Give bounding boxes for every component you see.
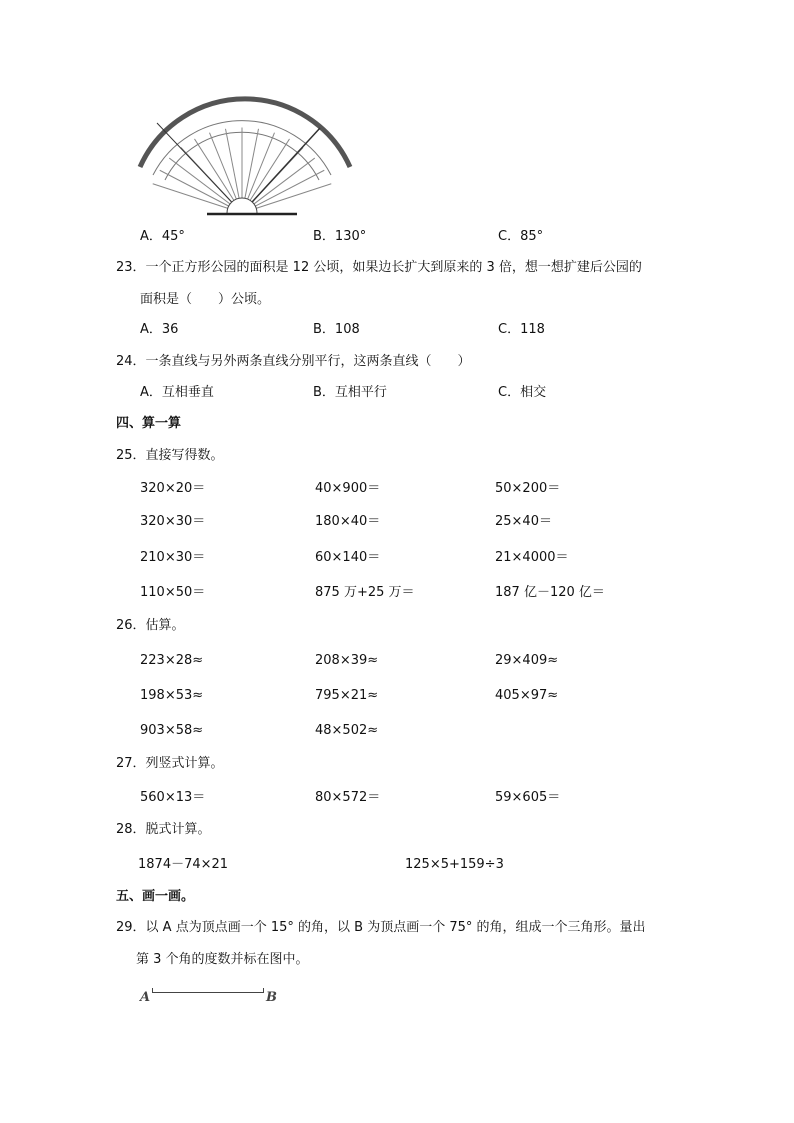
calc-item: 59×605＝	[495, 790, 561, 805]
calc-item: 40×900＝	[315, 481, 381, 496]
calc-item: 25×40＝	[495, 514, 552, 529]
question-28: 28．脱式计算。	[116, 822, 211, 837]
question-25: 25．直接写得数。	[116, 448, 224, 463]
calc-item: 210×30＝	[140, 550, 206, 565]
calc-item: 223×28≈	[140, 653, 204, 668]
calc-item: 405×97≈	[495, 688, 559, 703]
calc-item: 320×20＝	[140, 481, 206, 496]
question-27: 27．列竖式计算。	[116, 756, 224, 771]
calc-item: 795×21≈	[315, 688, 379, 703]
option-a: A．36	[140, 322, 179, 337]
calc-item: 60×140＝	[315, 550, 381, 565]
calc-item: 198×53≈	[140, 688, 204, 703]
option-b: B．互相平行	[313, 385, 387, 400]
option-b: B．130°	[313, 229, 367, 244]
calc-item: 208×39≈	[315, 653, 379, 668]
section-heading: 五、画一画。	[116, 889, 195, 904]
calc-item: 110×50＝	[140, 585, 206, 600]
option-c: C．85°	[498, 229, 544, 244]
calc-item: 21×4000＝	[495, 550, 569, 565]
question-29-cont: 第 3 个角的度数并标在图中。	[136, 952, 309, 967]
question-23-cont: 面积是（ ）公顷。	[140, 292, 271, 307]
calc-item: 903×58≈	[140, 723, 204, 738]
option-c: C．相交	[498, 385, 547, 400]
calc-item: 50×200＝	[495, 481, 561, 496]
option-c: C．118	[498, 322, 545, 337]
calc-item: 125×5+159÷3	[405, 857, 504, 872]
calc-item: 29×409≈	[495, 653, 559, 668]
option-b: B．108	[313, 322, 360, 337]
point-a-label: A	[140, 990, 151, 1005]
calc-item: 1874－74×21	[138, 857, 229, 872]
calc-item: 180×40＝	[315, 514, 381, 529]
calc-item: 187 亿－120 亿＝	[495, 585, 605, 600]
option-a: A．45°	[140, 229, 185, 244]
question-24: 24．一条直线与另外两条直线分别平行，这两条直线（ ）	[116, 354, 471, 369]
option-a: A．互相垂直	[140, 385, 214, 400]
question-23: 23．一个正方形公园的面积是 12 公顷，如果边长扩大到原来的 3 倍，想一想扩建后公园的	[116, 260, 642, 275]
calc-item: 80×572＝	[315, 790, 381, 805]
calc-item: 875 万+25 万＝	[315, 585, 415, 600]
calc-item: 48×502≈	[315, 723, 379, 738]
point-b-label: B	[266, 990, 277, 1005]
calc-item: 320×30＝	[140, 514, 206, 529]
protractor-figure	[135, 95, 365, 225]
calc-item: 560×13＝	[140, 790, 206, 805]
segment-ab	[152, 988, 264, 993]
question-26: 26．估算。	[116, 618, 185, 633]
question-29: 29．以 A 点为顶点画一个 15° 的角，以 B 为顶点画一个 75° 的角，组成一个三角形。量出	[116, 920, 646, 935]
section-heading: 四、算一算	[116, 416, 182, 431]
